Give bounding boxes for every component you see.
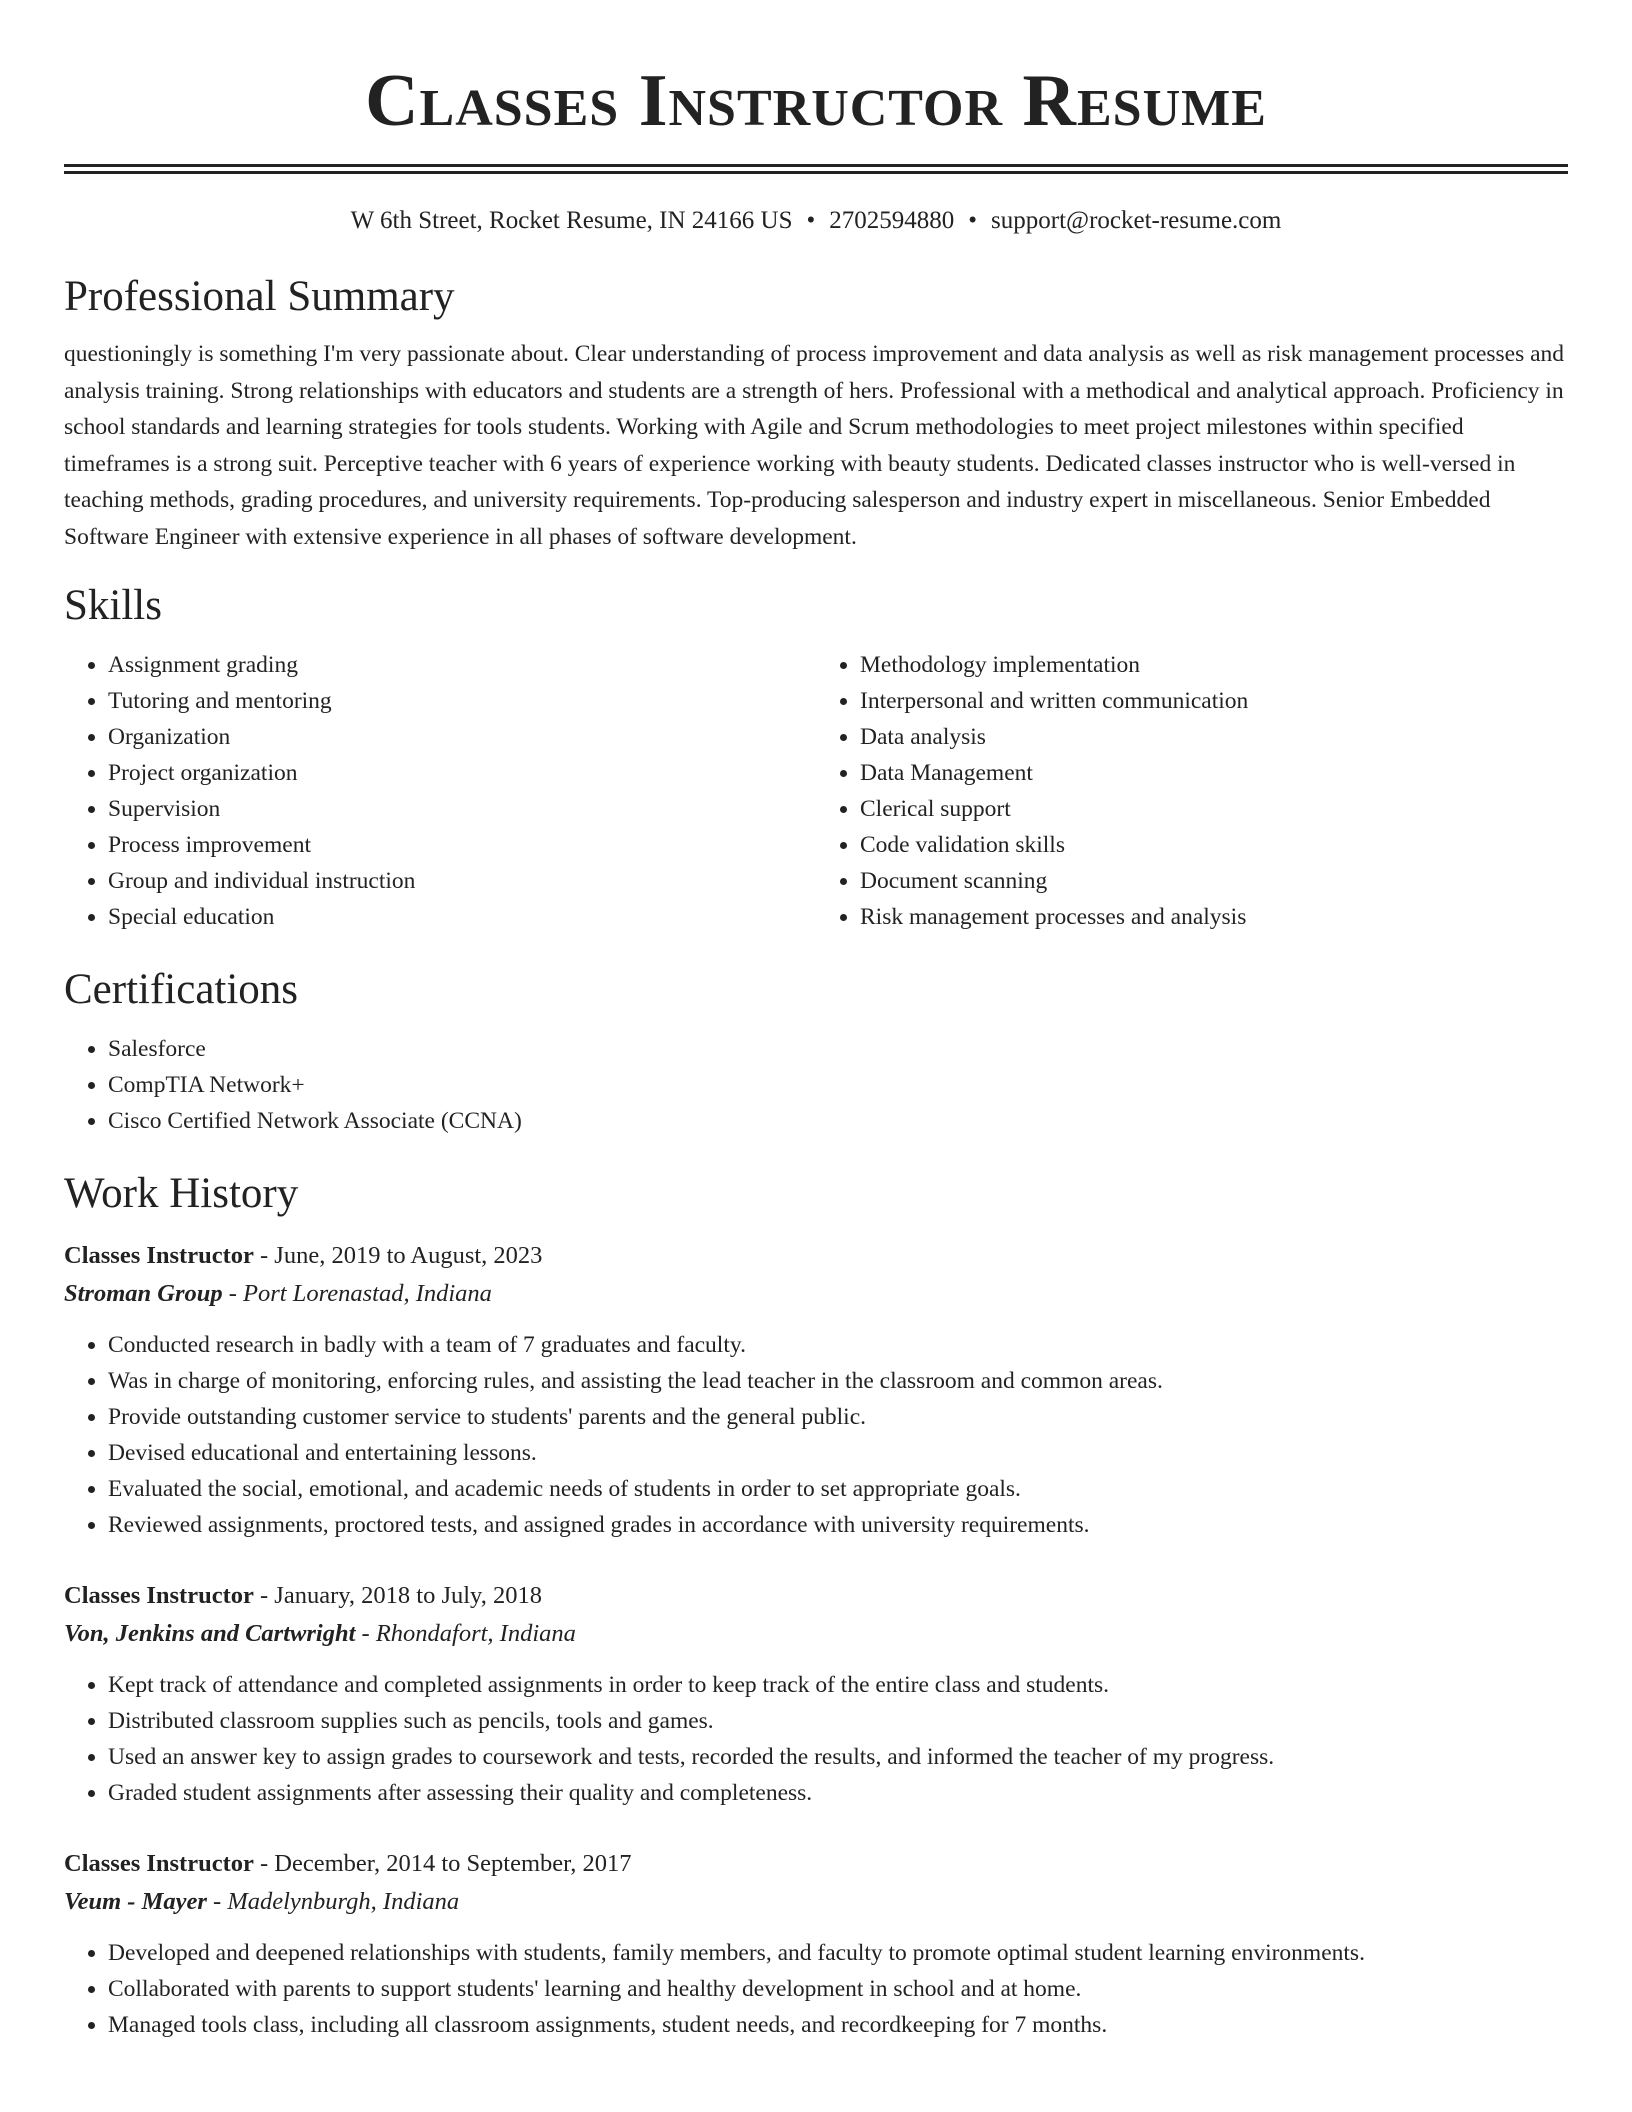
- job-entry: [64, 1845, 1568, 2043]
- job-company-line: [64, 1883, 1568, 1921]
- certifications-list: [64, 1031, 1568, 1139]
- job-bullet: • Reviewed assignments, proctored tests, and assigned grades in accordance with university requirements.: [108, 1507, 1568, 1543]
- summary-section: [64, 272, 1568, 555]
- job-title: Classes Instructor: [64, 1850, 254, 1877]
- job-location: - Port Lorenastad, Indiana: [222, 1280, 492, 1307]
- contact-email: support@rocket-resume.com: [991, 207, 1282, 234]
- job-dates: - June, 2019 to August, 2023: [253, 1242, 543, 1269]
- job-location: - Madelynburgh, Indiana: [206, 1888, 460, 1915]
- skill-item: • Data Management: [860, 755, 1568, 791]
- certification-item: • CompTIA Network+: [108, 1067, 1568, 1103]
- job-bullets: [64, 1935, 1568, 2043]
- contact-line: [64, 206, 1568, 236]
- work-history-heading: Work History: [64, 1170, 299, 1217]
- summary-text: questioningly is something I'm very passionate about. Clear understanding of process improvement and data analysis as well as risk management processes and analysis training. Strong relationships with educators and students are a strength of hers. Professional with a methodical and analytical approach. Proficiency in school standards and learning strategies for tools students. Working with Agile and Scrum methodologies to meet project milestones within specified timeframes is a strong suit. Perceptive teacher with 6 years of experience working with beauty students. Dedicated classes instructor who is well-versed in teaching methods, grading procedures, and university requirements. Top-producing salesperson and industry expert in miscellaneous. Senior Embedded Software Engineer with extensive experience in all phases of software development.: [64, 341, 1565, 550]
- summary-heading: Professional Summary: [64, 273, 455, 320]
- job-title: Classes Instructor: [64, 1242, 254, 1269]
- skill-item: • Document scanning: [860, 863, 1568, 899]
- skills-heading: Skills: [64, 582, 162, 629]
- skills-grid: [64, 647, 1568, 935]
- skills-list-right: [816, 647, 1568, 935]
- skill-item: • Supervision: [108, 791, 816, 827]
- job-company-line: [64, 1275, 1568, 1313]
- job-entry: [64, 1577, 1568, 1811]
- skill-item: • Assignment grading: [108, 647, 816, 683]
- certification-item: • Cisco Certified Network Associate (CCNA): [108, 1103, 1568, 1139]
- job-dates: - December, 2014 to September, 2017: [253, 1850, 632, 1877]
- job-title-line: [64, 1577, 1568, 1615]
- skill-item: • Group and individual instruction: [108, 863, 816, 899]
- job-bullet: • Was in charge of monitoring, enforcing rules, and assisting the lead teacher in the classroom and common areas.: [108, 1363, 1568, 1399]
- job-bullet: • Provide outstanding customer service to students' parents and the general public.: [108, 1399, 1568, 1435]
- job-company: Von, Jenkins and Cartwright: [64, 1620, 356, 1647]
- skills-section: [64, 581, 1568, 935]
- skill-item: • Tutoring and mentoring: [108, 683, 816, 719]
- title-double-rule: [64, 164, 1568, 174]
- job-entry: [64, 1237, 1568, 1543]
- job-title-line: [64, 1237, 1568, 1275]
- skill-item: • Project organization: [108, 755, 816, 791]
- skill-item: • Code validation skills: [860, 827, 1568, 863]
- certifications-section: [64, 965, 1568, 1139]
- job-bullet: • Devised educational and entertaining lessons.: [108, 1435, 1568, 1471]
- contact-address: W 6th Street, Rocket Resume, IN 24166 US: [350, 207, 793, 234]
- contact-separator: •: [806, 207, 816, 234]
- job-company: Veum - Mayer: [64, 1888, 207, 1915]
- job-bullet: • Kept track of attendance and completed assignments in order to keep track of the entire class and students.: [108, 1667, 1568, 1703]
- job-bullet: • Managed tools class, including all classroom assignments, student needs, and recordkeeping for 7 months.: [108, 2007, 1568, 2043]
- certifications-heading: Certifications: [64, 966, 299, 1013]
- job-bullet: • Distributed classroom supplies such as pencils, tools and games.: [108, 1703, 1568, 1739]
- work-history-section: [64, 1169, 1568, 2043]
- skills-list-left: [64, 647, 816, 935]
- job-dates: - January, 2018 to July, 2018: [253, 1582, 542, 1609]
- job-title-line: [64, 1845, 1568, 1883]
- job-company: Stroman Group: [64, 1280, 223, 1307]
- job-bullet: • Conducted research in badly with a team of 7 graduates and faculty.: [108, 1327, 1568, 1363]
- job-bullet: • Graded student assignments after assessing their quality and completeness.: [108, 1775, 1568, 1811]
- job-bullet: • Used an answer key to assign grades to coursework and tests, recorded the results, and informed the teacher of my progress.: [108, 1739, 1568, 1775]
- resume-title: Classes Instructor Resume: [365, 60, 1267, 142]
- skill-item: • Data analysis: [860, 719, 1568, 755]
- contact-separator: •: [968, 207, 978, 234]
- skill-item: • Clerical support: [860, 791, 1568, 827]
- job-bullet: • Collaborated with parents to support students' learning and healthy development in school and at home.: [108, 1971, 1568, 2007]
- contact-phone: 2702594880: [829, 207, 955, 234]
- job-company-line: [64, 1615, 1568, 1653]
- job-title: Classes Instructor: [64, 1582, 254, 1609]
- skill-item: • Special education: [108, 899, 816, 935]
- skill-item: • Interpersonal and written communication: [860, 683, 1568, 719]
- job-bullets: [64, 1667, 1568, 1811]
- job-bullet: • Developed and deepened relationships with students, family members, and faculty to promote optimal student learning environments.: [108, 1935, 1568, 1971]
- skill-item: • Risk management processes and analysis: [860, 899, 1568, 935]
- skill-item: • Process improvement: [108, 827, 816, 863]
- job-location: - Rhondafort, Indiana: [355, 1620, 576, 1647]
- skill-item: • Organization: [108, 719, 816, 755]
- job-bullets: [64, 1327, 1568, 1543]
- certification-item: • Salesforce: [108, 1031, 1568, 1067]
- skill-item: • Methodology implementation: [860, 647, 1568, 683]
- job-bullet: • Evaluated the social, emotional, and academic needs of students in order to set appropriate goals.: [108, 1471, 1568, 1507]
